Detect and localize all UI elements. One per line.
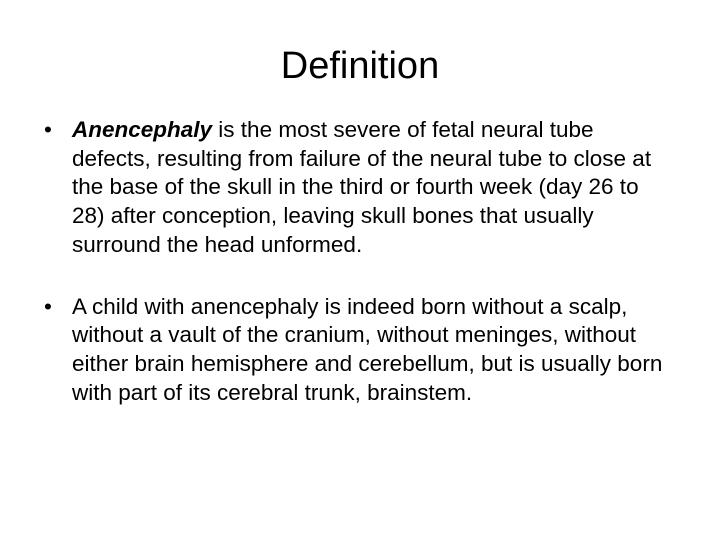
bullet-marker: • [44, 293, 52, 319]
bullet-text: A child with anencephaly is indeed born without a scalp, without a vault of the cranium, without meninges, without either brain hemisphere and cerebellum, but is usually born with part of its cerebral trunk, brainstem. [72, 293, 663, 405]
bullet-list [44, 116, 670, 407]
bullet-item-description [44, 293, 670, 408]
bullet-item-definition [44, 116, 670, 260]
term-anencephaly: Anencephaly [72, 117, 213, 142]
bullet-marker: • [44, 117, 52, 142]
slide-title: Definition [280, 45, 440, 87]
bullet-text: is the most severe of fetal neural tube defects, resulting from failure of the neural tube to close at the base of the skull in the third or fourth week (day 26 to 28) after conception, leaving skull bones that usually surround the head unformed. [72, 117, 652, 257]
